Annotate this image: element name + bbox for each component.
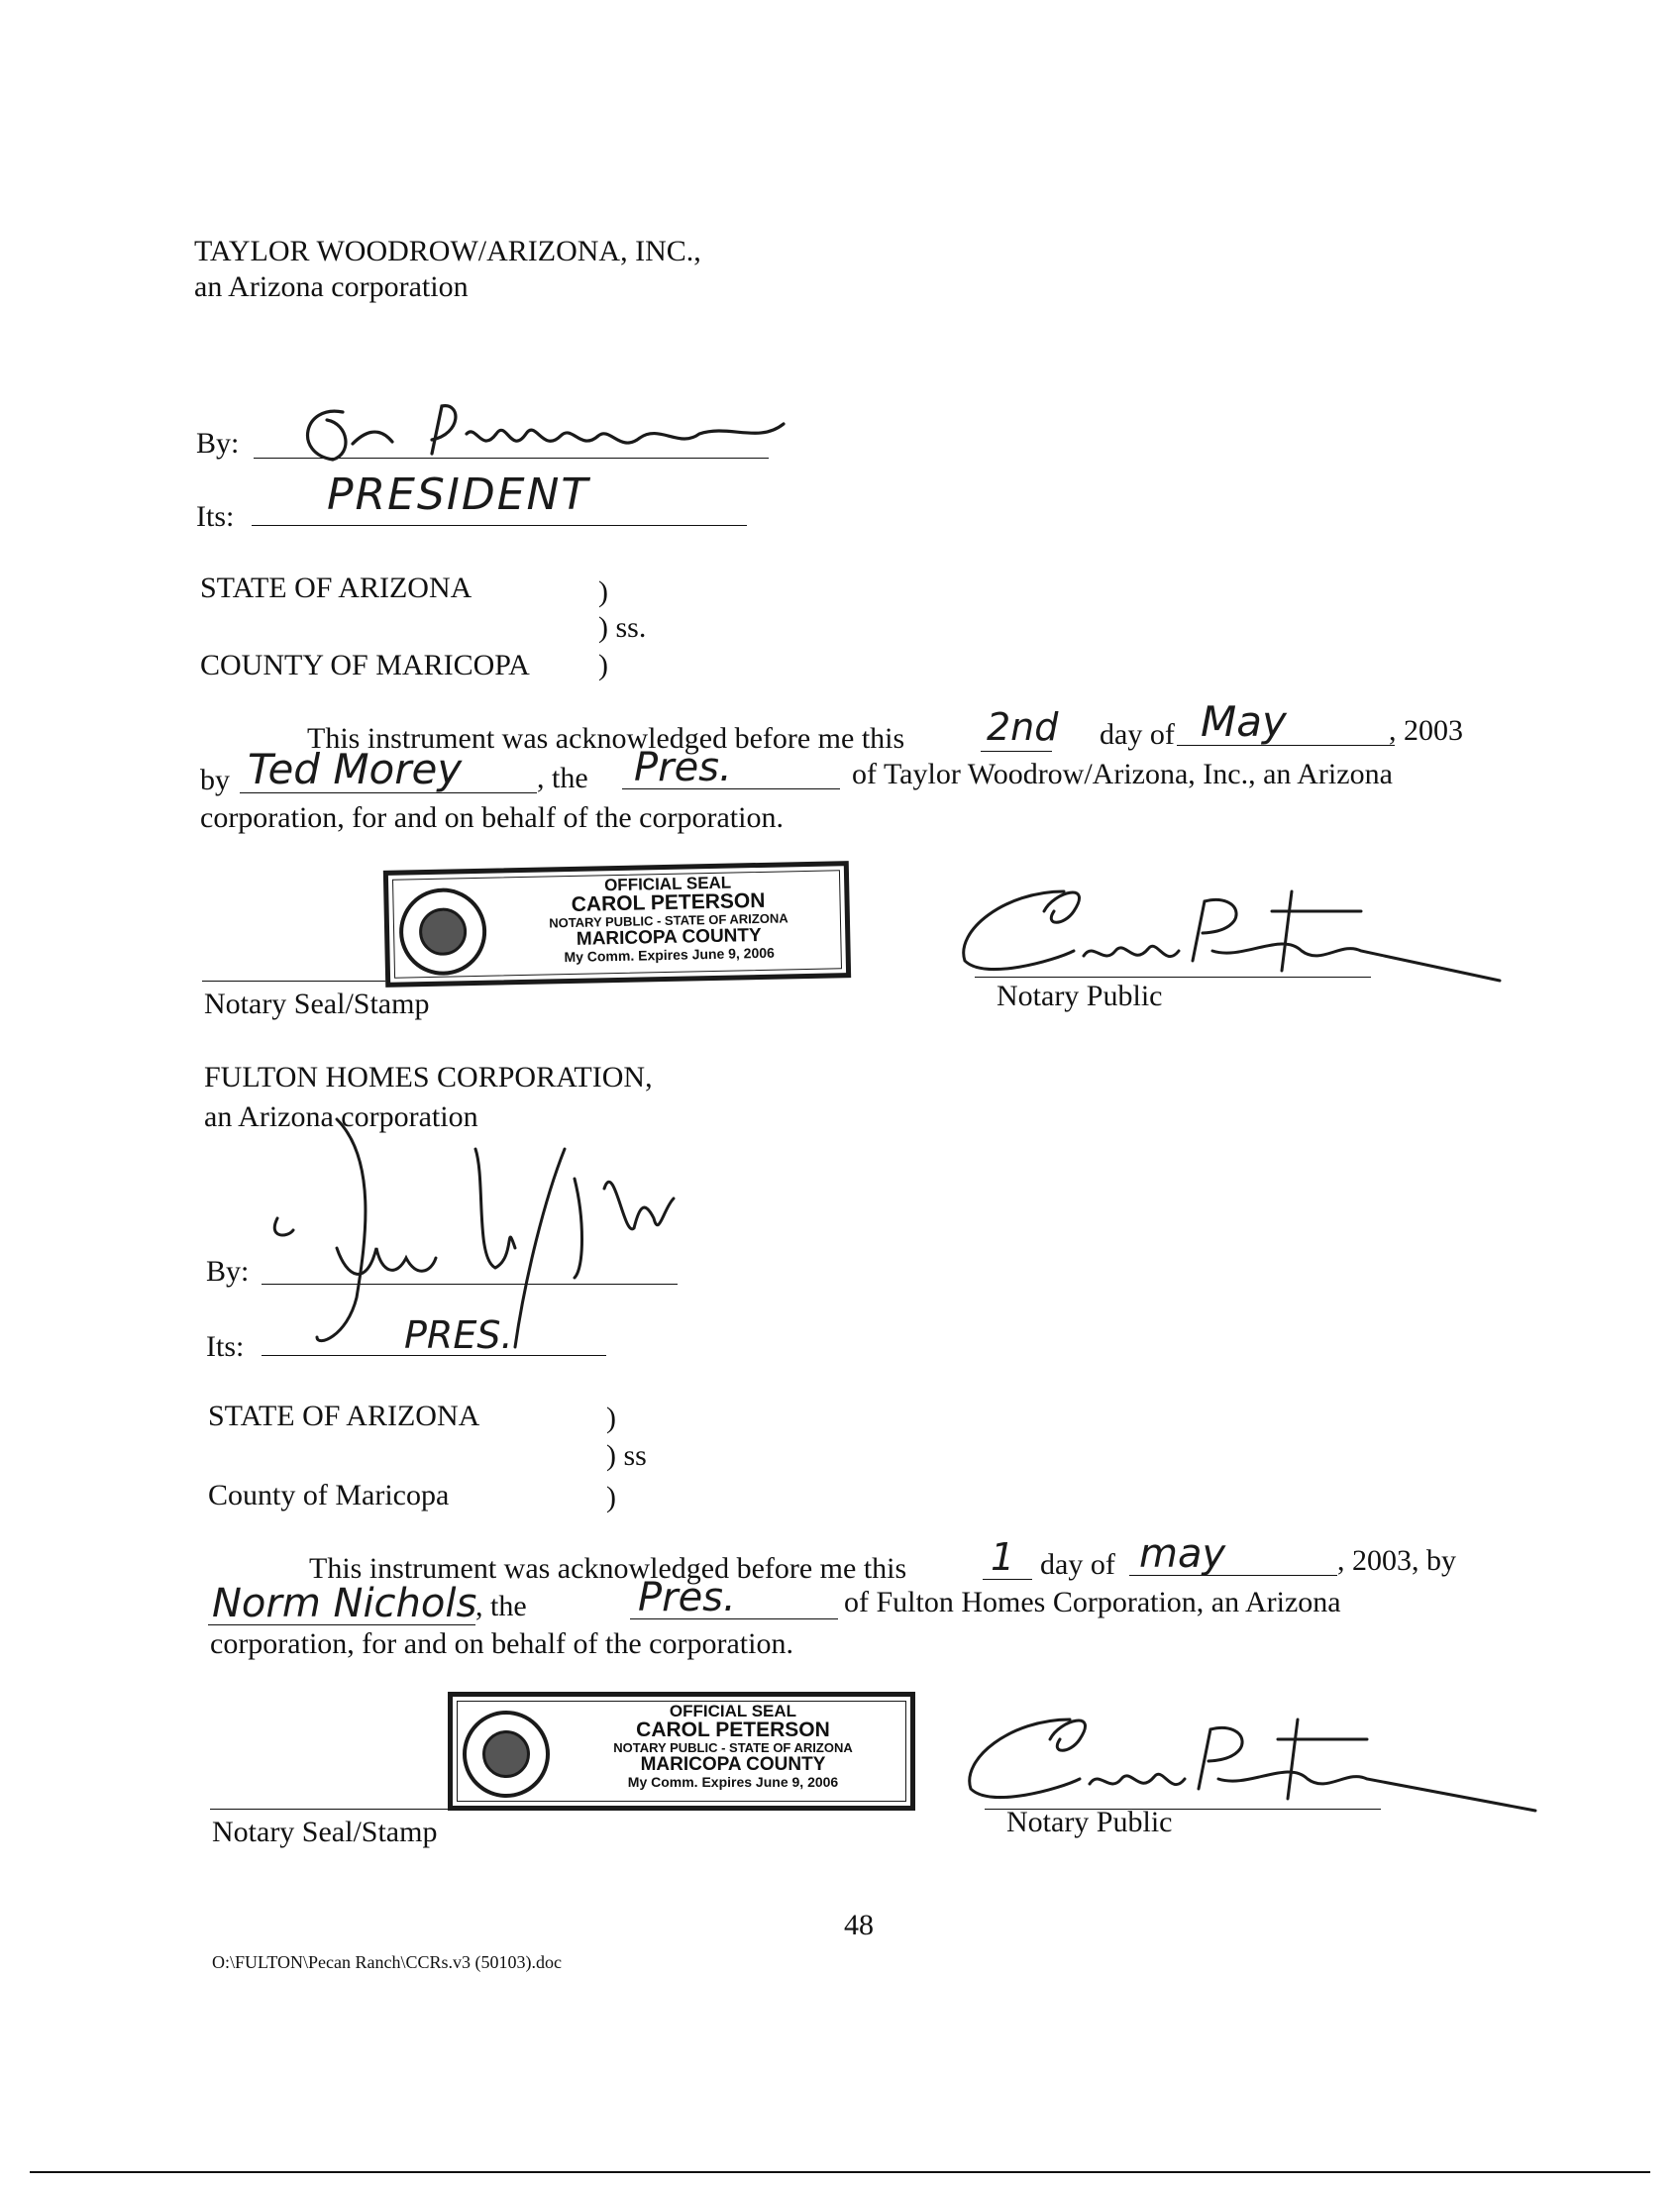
ack-by-1: by [200,764,230,796]
notary-label-1: Notary Public [997,980,1163,1012]
page-bottom-rule [30,2171,1650,2173]
notary-label-2: Notary Public [1006,1806,1173,1838]
ack-month-2: may [1139,1531,1226,1577]
ss-1: ) ss. [598,611,647,644]
ack-text-1d: of Taylor Woodrow/Arizona, Inc., an Arizona [852,758,1393,790]
notary-signature-1 [945,872,1539,990]
its-label-1: Its: [196,500,235,533]
ack-month-1: May [1201,697,1287,746]
ack-the-2: , the [475,1590,527,1622]
seal-line-official: OFFICIAL SEAL [603,873,732,895]
ack-text-1e: corporation, for and on behalf of the corporation. [200,801,784,834]
seal-line-2 [210,1809,458,1810]
ss-2: ) ss [606,1439,647,1472]
its-line-1 [252,525,747,526]
company-type-1: an Arizona corporation [194,270,469,303]
its-value-1: PRESIDENT [327,469,590,520]
ack-name-2: Norm Nichols [212,1581,477,1626]
file-path: O:\FULTON\Pecan Ranch\CCRs.v3 (50103).doc [212,1952,562,1972]
ack-text-1b: day of [1100,718,1175,751]
signature-president-1 [283,394,798,473]
ack-title-1: Pres. [634,745,732,790]
ack-text-1c: , 2003 [1389,714,1463,747]
seal-line-expiry: My Comm. Expires June 9, 2006 [627,1774,839,1790]
by-label-2: By: [206,1255,250,1288]
company-name-2: FULTON HOMES CORPORATION, [204,1061,653,1094]
ack-text-2b: day of [1040,1548,1115,1581]
paren-1a: ) [598,575,608,608]
page-number: 48 [844,1909,874,1941]
ack-title-2: Pres. [638,1575,736,1620]
its-value-2: PRES. [404,1313,513,1357]
seal-line-official: OFFICIAL SEAL [669,1702,797,1720]
seal-line-name: CAROL PETERSON [636,1718,830,1741]
ack-text-1a: This instrument was acknowledged before me this [307,722,905,755]
arizona-seal-icon [463,1711,550,1798]
ack-name-1: Ted Morey [248,745,463,793]
seal-line-county: MARICOPA COUNTY [640,1754,826,1775]
seal-line-notary: NOTARY PUBLIC - STATE OF ARIZONA [549,910,788,931]
company-type-2: an Arizona corporation [204,1100,478,1133]
paren-2a: ) [606,1402,616,1434]
notary-signature-2 [951,1700,1545,1819]
ack-day-1: 2nd [987,705,1059,749]
ack-the-1: , the [537,762,588,794]
seal-line-county: MARICOPA COUNTY [576,924,762,950]
its-label-2: Its: [206,1330,245,1363]
seal-label-2: Notary Seal/Stamp [212,1816,438,1848]
county-line-1: COUNTY OF MARICOPA [200,649,530,681]
paren-1c: ) [598,649,608,681]
ack-day-line-1 [981,751,1052,752]
paren-2c: ) [606,1481,616,1513]
ack-text-2c: , 2003, by [1337,1544,1456,1577]
seal-line-expiry: My Comm. Expires June 9, 2006 [564,944,776,966]
ack-text-2d: of Fulton Homes Corporation, an Arizona [844,1586,1341,1618]
notary-seal-stamp-2 [448,1692,915,1811]
state-line-2: STATE OF ARIZONA [208,1400,480,1432]
state-line-1: STATE OF ARIZONA [200,572,472,604]
by-label-1: By: [196,427,240,460]
seal-label-1: Notary Seal/Stamp [204,988,430,1020]
ack-day-2: 1 [991,1535,1015,1579]
ack-day-line-2 [983,1579,1032,1580]
company-name-1: TAYLOR WOODROW/ARIZONA, INC., [194,235,701,267]
ack-text-2a: This instrument was acknowledged before me this [309,1552,907,1585]
seal-line-name: CAROL PETERSON [571,888,766,916]
seal-line-notary: NOTARY PUBLIC - STATE OF ARIZONA [613,1740,853,1755]
county-line-2: County of Maricopa [208,1479,450,1511]
ack-text-2e: corporation, for and on behalf of the corporation. [210,1627,793,1660]
notary-seal-stamp-1 [383,861,851,988]
